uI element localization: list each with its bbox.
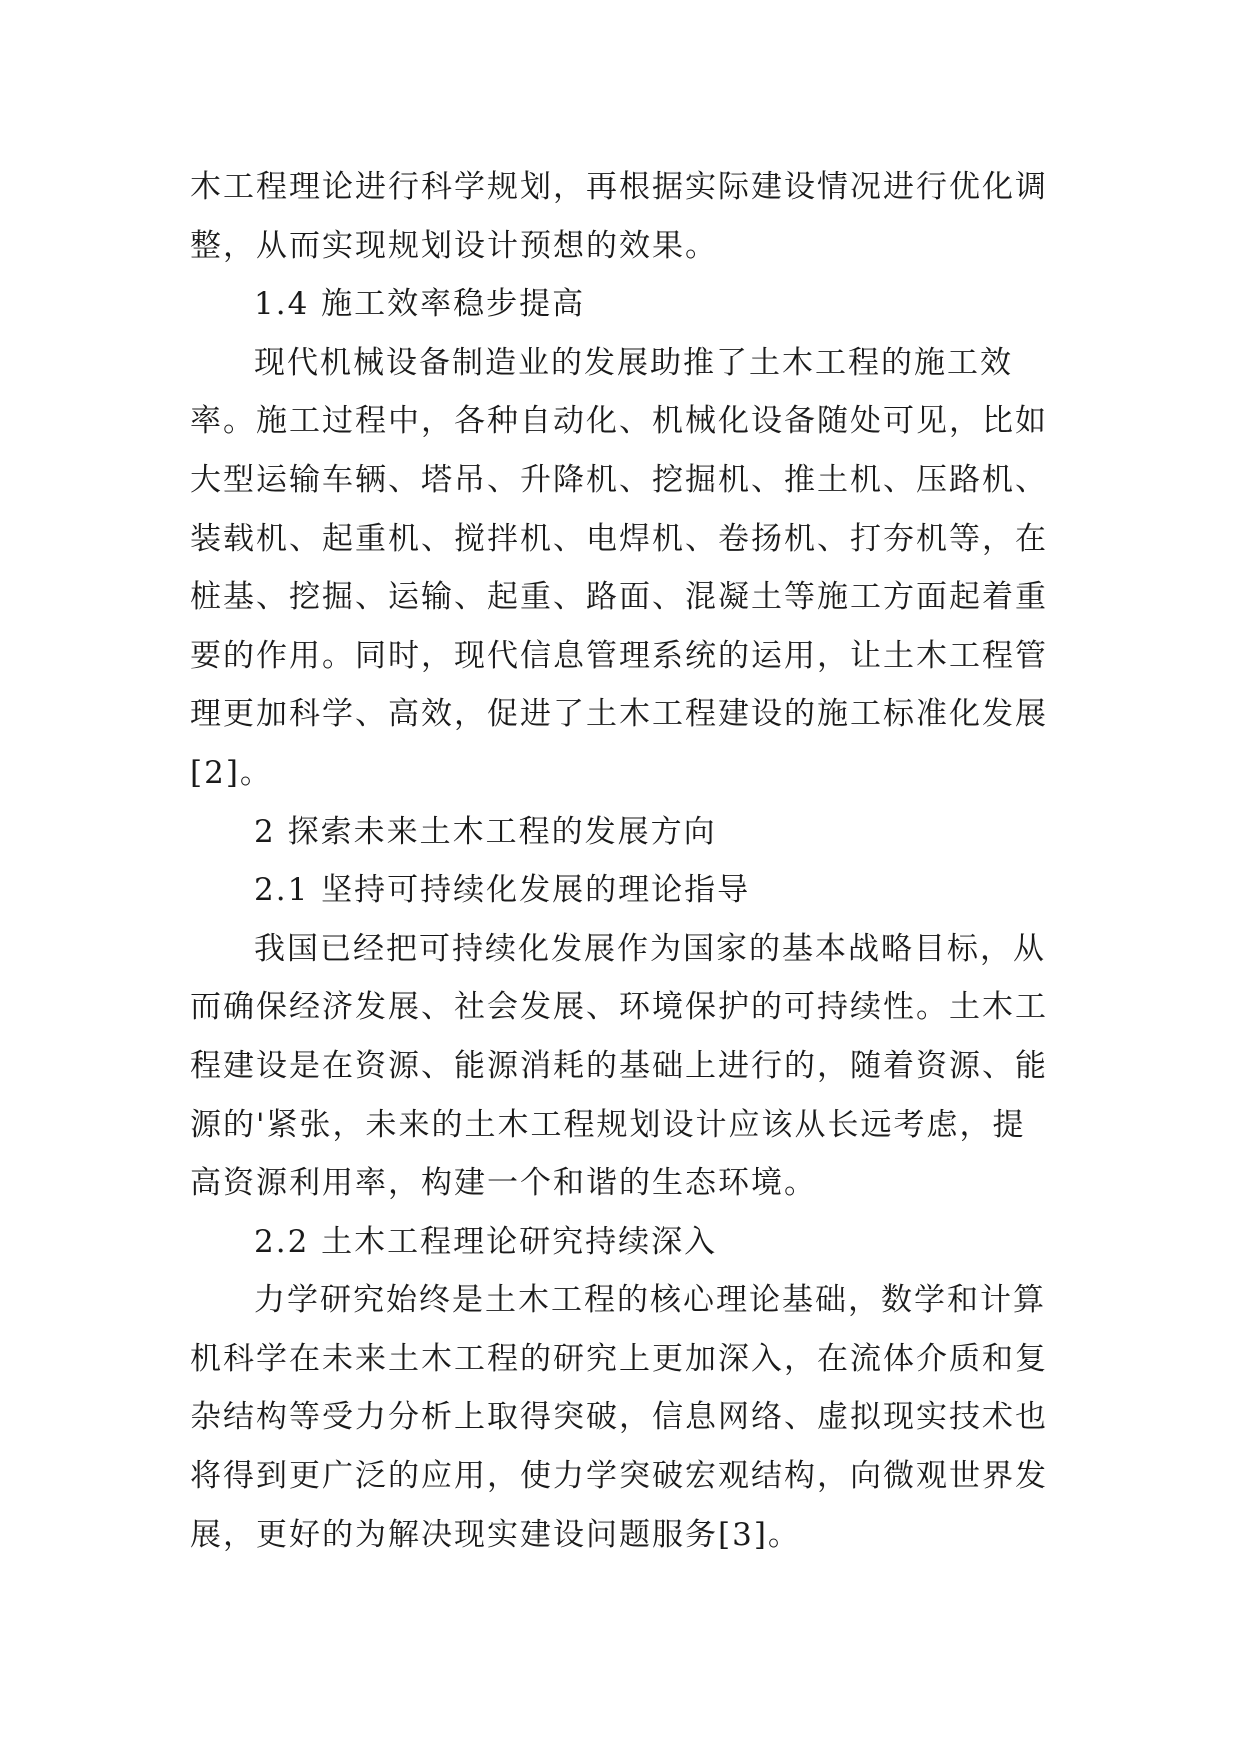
text-line-11: [2]。: [190, 754, 273, 791]
text-line-20: 力学研究始终是土木工程的核心理论基础，数学和计算: [254, 1282, 1046, 1319]
text-line-18: 高资源利用率，构建一个和谐的生态环境。: [190, 1165, 817, 1202]
text-line-21: 机科学在未来土木工程的研究上更加深入，在流体介质和复: [190, 1340, 1048, 1377]
text-line-22: 杂结构等受力分析上取得突破，信息网络、虚拟现实技术也: [190, 1399, 1048, 1436]
text-line-9: 要的作用。同时，现代信息管理系统的运用，让土木工程管: [190, 637, 1048, 674]
body-text: [190, 158, 1070, 1564]
section-heading-2-1: 2.1 坚持可持续化发展的理论指导: [254, 872, 751, 909]
text-line-5: 率。施工过程中，各种自动化、机械化设备随处可见，比如: [190, 403, 1048, 440]
text-line-24: 展，更好的为解决现实建设问题服务[3]。: [190, 1516, 801, 1553]
text-line-6: 大型运输车辆、塔吊、升降机、挖掘机、推土机、压路机、: [190, 461, 1048, 498]
text-line-16: 程建设是在资源、能源消耗的基础上进行的，随着资源、能: [190, 1047, 1048, 1084]
text-line-15: 而确保经济发展、社会发展、环境保护的可持续性。土木工: [190, 989, 1048, 1026]
text-line-10: 理更加科学、高效，促进了土木工程建设的施工标准化发展: [190, 696, 1048, 733]
section-heading-2: 2 探索未来土木工程的发展方向: [254, 813, 717, 850]
text-line-4: 现代机械设备制造业的发展助推了土木工程的施工效: [254, 344, 1013, 381]
text-line-14: 我国已经把可持续化发展作为国家的基本战略目标，从: [254, 930, 1046, 967]
section-heading-1-4: 1.4 施工效率稳步提高: [254, 286, 586, 323]
text-line-8: 桩基、挖掘、运输、起重、路面、混凝土等施工方面起着重: [190, 579, 1048, 616]
text-line-2: 整，从而实现规划设计预想的效果。: [190, 227, 718, 264]
text-line-23: 将得到更广泛的应用，使力学突破宏观结构，向微观世界发: [190, 1458, 1048, 1495]
text-line-1: 木工程理论进行科学规划，再根据实际建设情况进行优化调: [190, 169, 1048, 205]
section-heading-2-2: 2.2 土木工程理论研究持续深入: [254, 1223, 718, 1260]
text-line-7: 装载机、起重机、搅拌机、电焊机、卷扬机、打夯机等，在: [190, 520, 1048, 557]
text-line-17: 源的'紧张，未来的土木工程规划设计应该从长远考虑，提: [190, 1106, 1026, 1143]
